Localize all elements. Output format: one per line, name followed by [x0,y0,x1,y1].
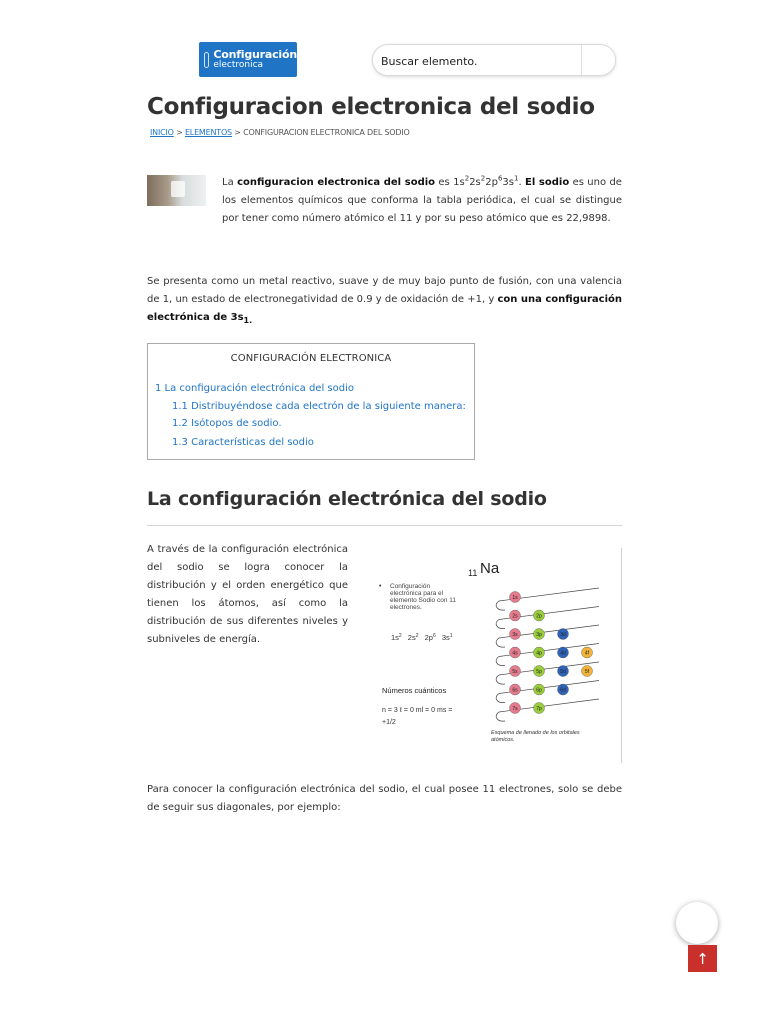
breadcrumb-inicio[interactable]: INICIO [150,128,174,137]
diagram-quantum-line1: n = 3 ℓ = 0 ml = 0 ms = [382,707,453,714]
toc-item-1[interactable]: 1 La configuración electrónica del sodio [155,383,354,394]
orbital-filling-chart [496,588,599,721]
conocer-paragraph: Para conocer la configuración electrónica del sodio, el cual posee 11 electrones, solo se debe de seguir sus diagonales, por ejemplo: [147,784,622,813]
diagonal-arrow-curl [496,675,505,684]
orbital-label: 2p [536,613,542,620]
list-icon [204,52,209,68]
table-of-contents [147,343,475,460]
orbital-label: 1s [512,595,518,601]
diagram-caption: atómicos. [491,737,515,743]
diagonal-arrow-curl [496,638,505,647]
orbital-label: 5p [536,669,542,675]
orbital-label: 4p [536,650,542,657]
toc-item-1-1[interactable]: 1.1 Distribuyéndose cada electrón de la siguiente manera: [172,401,466,412]
sodium-thumbnail-image [147,175,206,206]
orbital-label: 5d [560,669,566,675]
site-header [0,0,768,90]
diagram-bullet-line: elemento Sodio con 11 [390,597,457,604]
diagram-bullet-line: Configuración [390,583,431,590]
toc-title: CONFIGURACIÓN ELECTRONICA [230,353,392,364]
page-title: Configuracion electronica del sodio [147,94,595,120]
orbital-label: 3d [560,632,566,638]
breadcrumb-elementos[interactable]: ELEMENTOS [184,128,232,137]
orbital-label: 5s [512,669,518,675]
diagram-bullet-line: electrónica para el [390,590,444,597]
orbital-label: 3p [536,632,542,638]
section-paragraph: A través de la configuración electrónica del sodio se logra conocer la distribución y el orden energético que tienen los átomos, así como la distribución de sus diferentes niveles y subniveles de energía. [147,544,348,645]
toc-item-1-2[interactable]: 1.2 Isótopos de sodio. [172,418,282,429]
orbital-label: 6d [560,687,566,694]
diagram-bullet-line: electrones. [390,604,422,611]
section-heading: La configuración electrónica del sodio [147,488,547,510]
diagonal-arrow-curl [496,694,505,703]
electron-configuration-diagram [375,548,622,763]
intro-config: $1s^22s^22p^63s^1$. [453,174,522,188]
logo-line1: Configuración [213,48,297,61]
intro-paragraph: La configuracion electronica del sodio es $1s^22s^22p^63s^1$. El sodio es uno de los elementos químicos que conforma la tabla periódica, el cual se distingue por tener como número atómico el 11 y por su peso atómico que es 22,9898. [222,174,622,224]
site-logo[interactable] [199,42,297,77]
orbital-label: 6p [536,687,542,694]
diagram-quantum-line2: +1/2 [382,719,396,726]
orbital-label: 7p [536,706,542,712]
diagram-quantum-title: Números cuánticos [382,686,447,695]
breadcrumb-separator: > [176,128,183,137]
section-divider [147,525,622,526]
orbital-label: 2s [512,613,518,620]
orbital-label: 5f [584,669,590,675]
diagram-svg [375,548,622,763]
orbital-label: 7s [512,706,518,712]
orbital-label: 4f [584,650,590,657]
valencia-paragraph: Se presenta como un metal reactivo, suave y de muy bajo punto de fusión, con una valencia de 1, un estado de electronegatividad de 0.9 y de oxidación de +1, y con una configuración electrónica de $3s_{1.}$ [147,276,622,325]
breadcrumb-separator: > [234,128,241,137]
search-box [372,44,616,76]
breadcrumb [150,128,410,137]
orbital-label: 3s [512,632,518,638]
toc-item-1-3[interactable]: 1.3 Características del sodio [172,437,314,448]
diagonal-arrow-curl [496,712,505,721]
diagram-atomic-number: 11 [468,568,478,578]
diagonal-arrow-curl [496,657,505,666]
arrow-up-icon: ↑ [696,949,709,968]
logo-line2: electronica [213,60,264,70]
diagram-config: $1s^2$ $2s^2$ $2p^6$ $3s^1$ [391,633,453,642]
orbital-label: 4d [560,650,566,657]
diagram-caption: Esquema de llenado de los orbitales [491,730,580,736]
floating-action-button[interactable] [676,902,718,944]
orbital-label: 4s [512,650,518,657]
search-button[interactable] [581,45,615,75]
diagram-bullet-dot: • [379,583,382,590]
orbital-label: 6s [512,687,518,694]
breadcrumb-current: CONFIGURACION ELECTRONICA DEL SODIO [243,128,410,137]
search-input[interactable] [381,51,581,71]
diagram-symbol: Na [480,560,500,577]
diagonal-arrow-curl [496,601,505,610]
diagonal-arrow-curl [496,620,505,629]
back-to-top-button[interactable] [688,945,717,972]
